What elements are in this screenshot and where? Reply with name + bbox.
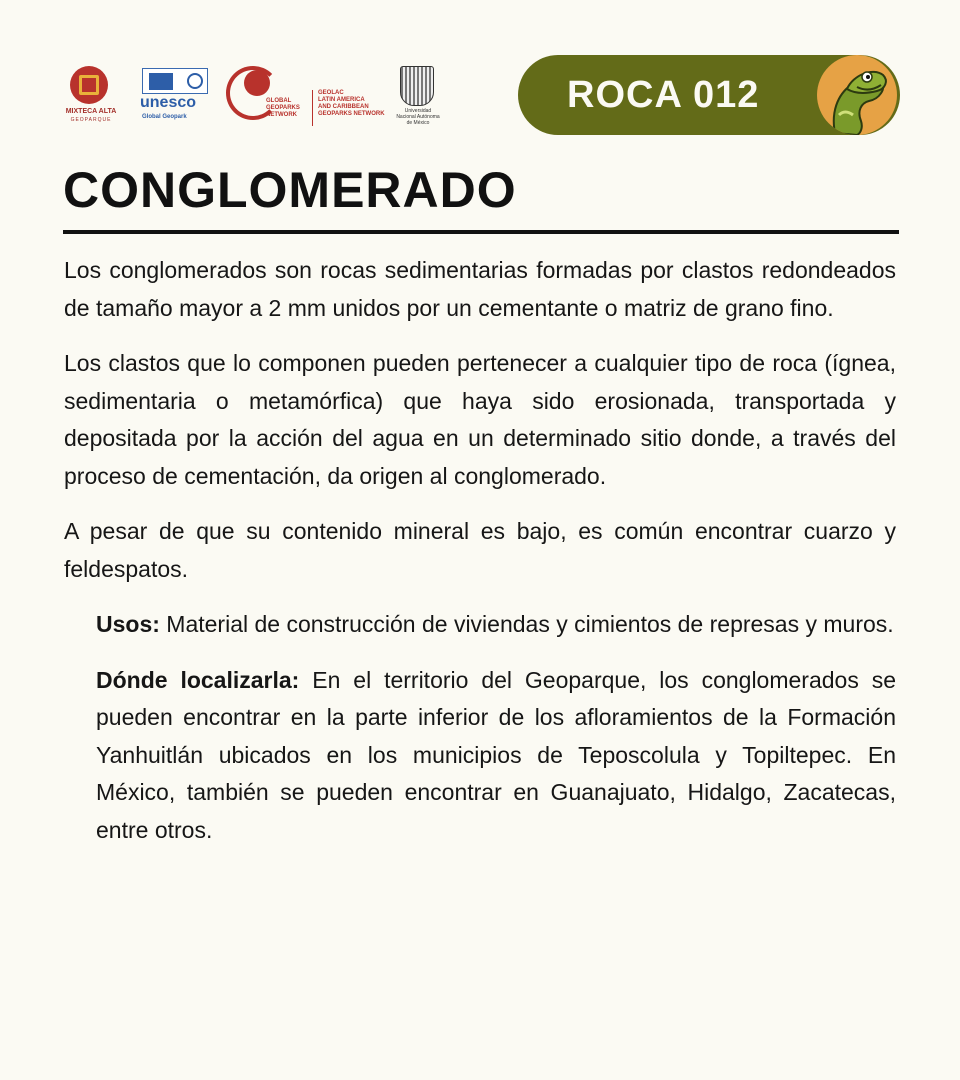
global-geoparks-logo	[226, 66, 318, 128]
ggn-logo-text: GLOBAL GEOPARKS NETWORK	[266, 98, 300, 118]
badge-label: ROCA 012	[567, 74, 760, 116]
mixteca-logo-sub: GEOPARQUE	[70, 117, 112, 123]
mixteca-glyph-icon	[79, 75, 99, 95]
geolac-line: LATIN AMERICA	[318, 97, 365, 103]
unesco-emblem-icon	[142, 68, 208, 94]
donde-text: En el territorio del Geoparque, los conglomerados se pueden encontrar en la parte inferior de los afloramientos de la Formación Yanhuitlán ubicados en los municipios de Teposcolula y Topiltepec. En México, también se pueden encontrar en Guanajuato, Hidalgo, Zacatecas, entre otros.	[96, 666, 897, 843]
unesco-logo-name: unesco	[140, 94, 197, 111]
unesco-logo-sub: Global Geopark	[142, 114, 187, 120]
geolac-line: GEOLAC	[318, 90, 344, 96]
unesco-logo	[140, 68, 212, 128]
article-body	[64, 252, 896, 867]
mixteca-alta-logo	[60, 62, 120, 132]
paragraph: Los conglomerados son rocas sedimentarias formadas por clastos redondeados de tamaño mayor a 2 mm unidos por un cementante o matriz de grano fino.	[64, 257, 896, 321]
unam-logo-text: Universidad Nacional Autónoma de México	[396, 108, 440, 126]
geolac-line: AND CARIBBEAN	[318, 104, 369, 110]
unam-shield-icon	[400, 66, 434, 106]
geolac-logo-text	[318, 90, 385, 118]
donde-paragraph	[96, 662, 896, 850]
geolac-line: GEOPARKS NETWORK	[318, 111, 385, 117]
paragraph: A pesar de que su contenido mineral es bajo, es común encontrar cuarzo y feldespatos.	[64, 518, 896, 582]
usos-text: Material de construcción de viviendas y cimientos de represas y muros.	[166, 611, 894, 637]
title-divider	[63, 230, 899, 234]
donde-label: Dónde localizarla:	[96, 666, 300, 693]
usos-paragraph	[96, 606, 896, 644]
page-title: CONGLOMERADO	[63, 162, 517, 218]
paragraph: Los clastos que lo componen pueden pertenecer a cualquier tipo de roca (ígnea, sedimentaria o metamórfica) que haya sido erosionada, transportada y depositada por la acción del agua en un determinado sitio donde, a través del proceso de cementación, da origen al conglomerado.	[64, 350, 896, 489]
rock-number-badge	[518, 55, 900, 135]
unam-logo	[396, 66, 440, 126]
usos-label: Usos:	[96, 611, 160, 637]
ggn-figure-icon	[244, 70, 270, 96]
geolac-logo	[312, 90, 387, 126]
lizard-mascot-icon	[817, 55, 897, 135]
mixteca-logo-name: MIXTECA ALTA	[65, 108, 117, 115]
